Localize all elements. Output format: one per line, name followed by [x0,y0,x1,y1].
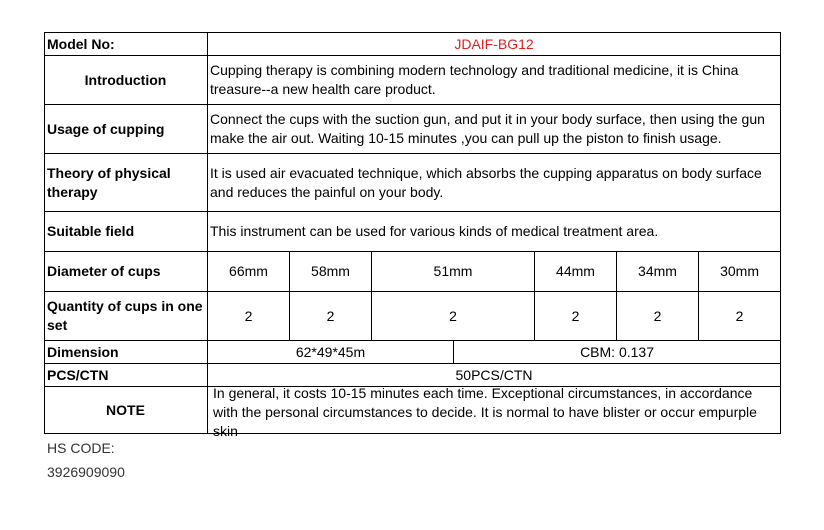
model-label: Model No: [45,33,208,56]
usage-text: Connect the cups with the suction gun, and put it in your body surface, then using the gun make the air out. Waiting 10-15 minutes ,you can pull up the piston to finish usage. [208,105,781,154]
note-label: NOTE [45,387,208,434]
dimension-label: Dimension [45,341,208,364]
introduction-label: Introduction [45,56,208,105]
introduction-text: Cupping therapy is combining modern technology and traditional medicine, it is China treasure--a new health care product. [208,56,781,105]
note-text: In general, it costs 10-15 minutes each time. Exceptional circumstances, in accordance with the personal circumstances to decide. It is normal to have blister or occur empurple skin [213,385,757,439]
diameter-cell: 30mm [699,252,781,292]
quantity-cell: 2 [372,292,535,341]
model-value: JDAIF-BG12 [208,33,781,56]
pcs-value: 50PCS/CTN [208,364,781,387]
usage-row [45,105,781,154]
model-row [45,33,781,56]
quantity-cell: 2 [208,292,290,341]
diameter-row [45,252,781,292]
product-spec-sheet [44,32,780,439]
spec-table [44,32,781,439]
quantity-cell: 2 [617,292,699,341]
usage-label: Usage of cupping [45,105,208,154]
hs-code-value: 3926909090 [47,464,125,480]
theory-label: Theory of physical therapy [45,154,208,212]
dimension-size: 62*49*45m [208,341,454,364]
hs-code-label: HS CODE: [47,440,115,456]
diameter-cell: 34mm [617,252,699,292]
diameter-cell: 51mm [372,252,535,292]
suitable-text: This instrument can be used for various kinds of medical treatment area. [208,212,781,252]
dimension-cbm: CBM: 0.137 [454,341,781,364]
quantity-row [45,292,781,341]
quantity-cell: 2 [290,292,372,341]
theory-text: It is used air evacuated technique, which absorbs the cupping apparatus on body surface and reduces the painful on your body. [208,154,781,212]
theory-row [45,154,781,212]
diameter-cell: 66mm [208,252,290,292]
introduction-row [45,56,781,105]
quantity-label: Quantity of cups in one set [45,292,208,341]
suitable-label: Suitable field [45,212,208,252]
pcs-label: PCS/CTN [45,364,208,387]
dimension-row [45,341,781,364]
note-row [45,387,781,434]
suitable-row [45,212,781,252]
quantity-cell: 2 [699,292,781,341]
quantity-cell: 2 [535,292,617,341]
note-cell [208,385,781,439]
diameter-label: Diameter of cups [45,252,208,292]
diameter-cell: 44mm [535,252,617,292]
diameter-cell: 58mm [290,252,372,292]
